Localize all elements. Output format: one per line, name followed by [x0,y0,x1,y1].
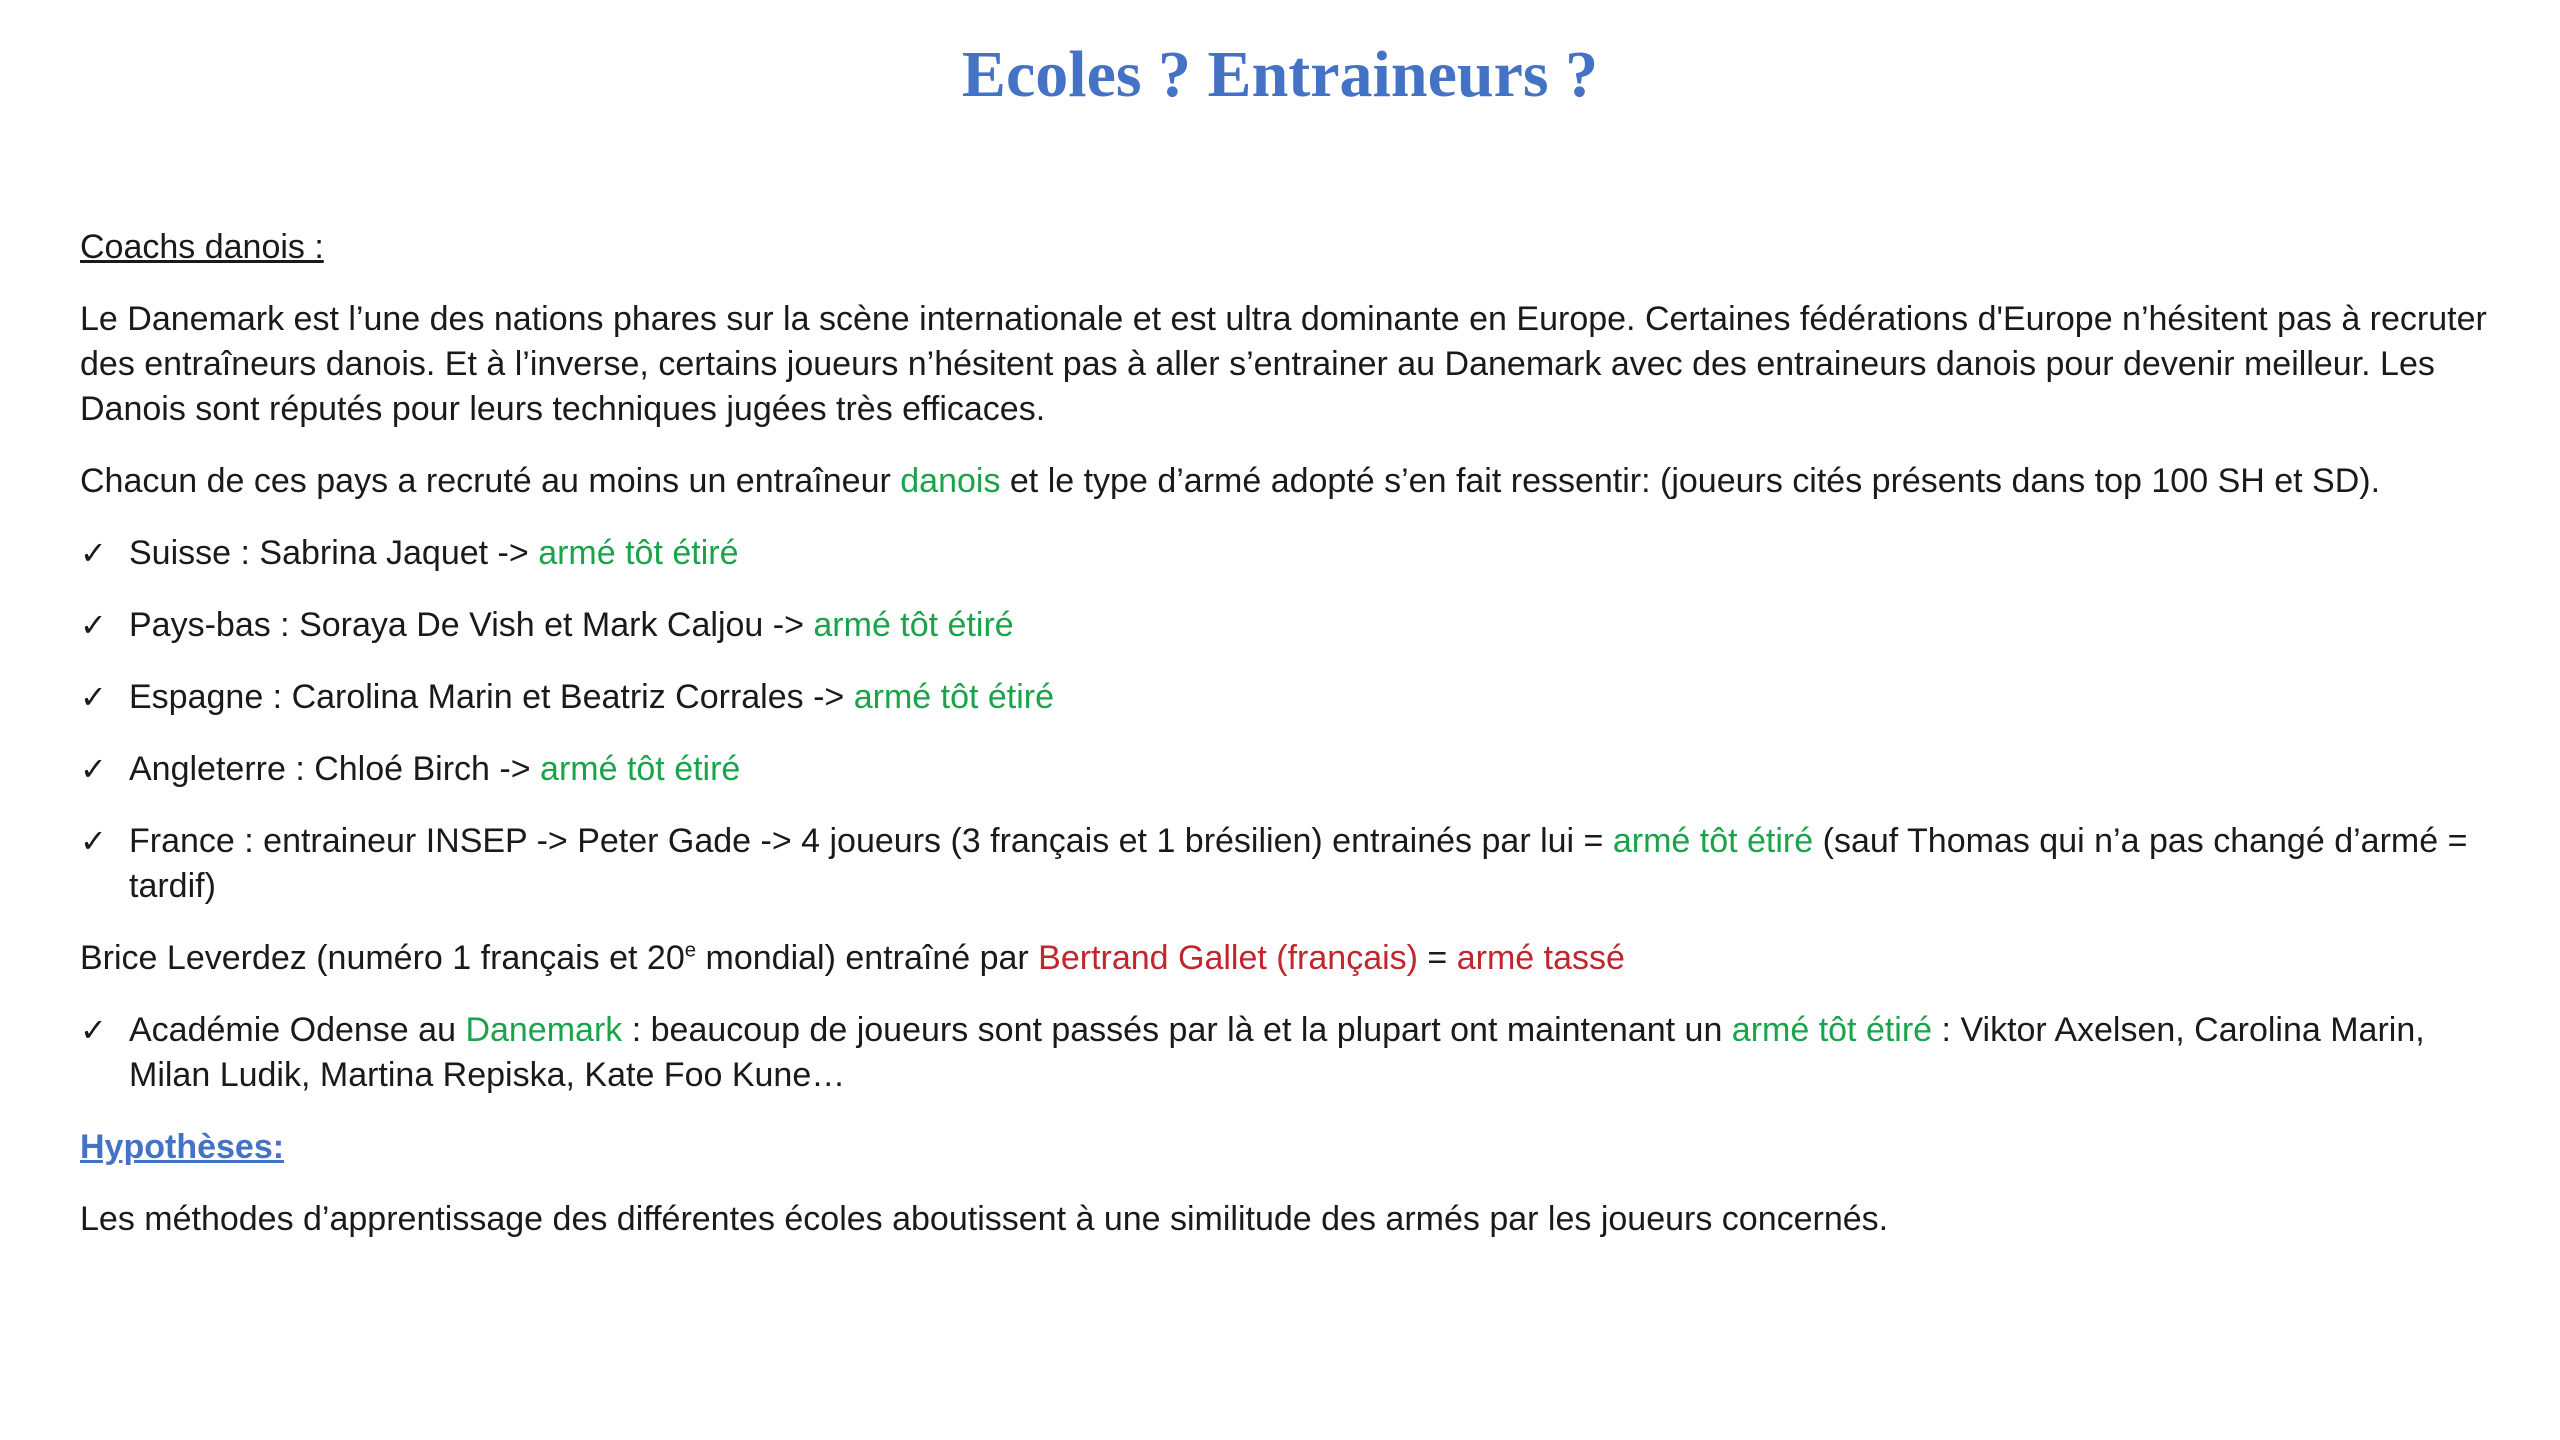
academy-country: Danemark [465,1011,623,1049]
intro-paragraph: Le Danemark est l’une des nations phares sur la scène internationale et est ultra dominante en Europe. Certaines fédérations d'Europe n’hésitent pas à recruter des entraîneurs danois. Et à l’inverse, certains joueurs n’hésitent pas à aller s’entrainer au Danemark avec des entraineurs danois pour devenir meilleur. Les Danois sont réputés pour leurs techniques jugées très efficaces. [80,300,2487,428]
list-item-highlight: armé tôt étiré [853,678,1055,716]
checkmark-icon: ✓ [80,750,107,788]
list-item-pays-bas [80,603,2490,648]
brice-text-before: Brice Leverdez (numéro 1 français et 20 [80,939,685,977]
checkmark-icon: ✓ [80,606,107,644]
recruit-text-before: Chacun de ces pays a recruté au moins un entraîneur [80,462,901,500]
slide-content [80,225,2490,1269]
list-item-highlight: armé tôt étiré [540,750,741,788]
checkmark-icon: ✓ [80,678,107,716]
recruit-paragraph [80,459,2490,504]
hypotheses-heading: Hypothèses: [80,1128,285,1166]
academy-text-before: Académie Odense au [129,1011,466,1049]
brice-result: armé tassé [1456,939,1625,977]
academy-text-middle: : beaucoup de joueurs sont passés par là et la plupart ont maintenant un [622,1011,1732,1049]
brice-coach: Bertrand Gallet (français) [1038,939,1418,977]
academy-text-after: : Viktor Axelsen, Carolina Marin, Milan Ludik, Martina Repiska, Kate Foo Kune… [129,1011,2425,1094]
list-item-espagne [80,675,2490,720]
list-item-text: France : entraineur INSEP -> Peter Gade -> 4 joueurs (3 français et 1 brésilien) entrainés par lui = [129,822,1613,860]
brice-text-middle: mondial) entraîné par [696,939,1039,977]
list-item-highlight: armé tôt étiré [813,606,1014,644]
list-item-text: Espagne : Carolina Marin et Beatriz Corrales -> [129,678,854,716]
hypotheses-heading-wrap [80,1125,2490,1170]
list-item-suisse [80,531,2490,576]
list-item-text-after: (sauf Thomas qui n’a pas changé d’armé = tardif) [129,822,2468,905]
slide-title: Ecoles ? Entraineurs ? [961,38,1599,111]
list-item-academie-odense [80,1008,2490,1098]
list-item-text: Angleterre : Chloé Birch -> [129,750,541,788]
list-item-highlight: armé tôt étiré [538,534,739,572]
conclusion-paragraph: Les méthodes d’apprentissage des différentes écoles aboutissent à une similitude des armés par les joueurs concernés. [80,1200,1889,1238]
list-item-france [80,819,2490,909]
recruit-text-after: et le type d’armé adopté s’en fait ressentir: (joueurs cités présents dans top 100 SH et SD). [1000,462,2381,500]
list-item-text: Suisse : Sabrina Jaquet -> [129,534,539,572]
list-item-text: Pays-bas : Soraya De Vish et Mark Caljou -> [129,606,814,644]
brice-leverdez-line [80,936,2490,981]
checkmark-icon: ✓ [80,822,107,860]
list-item-highlight: armé tôt étiré [1612,822,1814,860]
section-heading-coachs-danois: Coachs danois : [80,228,324,266]
brice-equals: = [1417,939,1457,977]
list-item-angleterre [80,747,2490,792]
checkmark-icon: ✓ [80,1011,107,1049]
academy-highlight: armé tôt étiré [1731,1011,1933,1049]
brice-superscript: e [684,939,697,962]
checkmark-icon: ✓ [80,534,107,572]
recruit-highlight-danois: danois [900,462,1001,500]
